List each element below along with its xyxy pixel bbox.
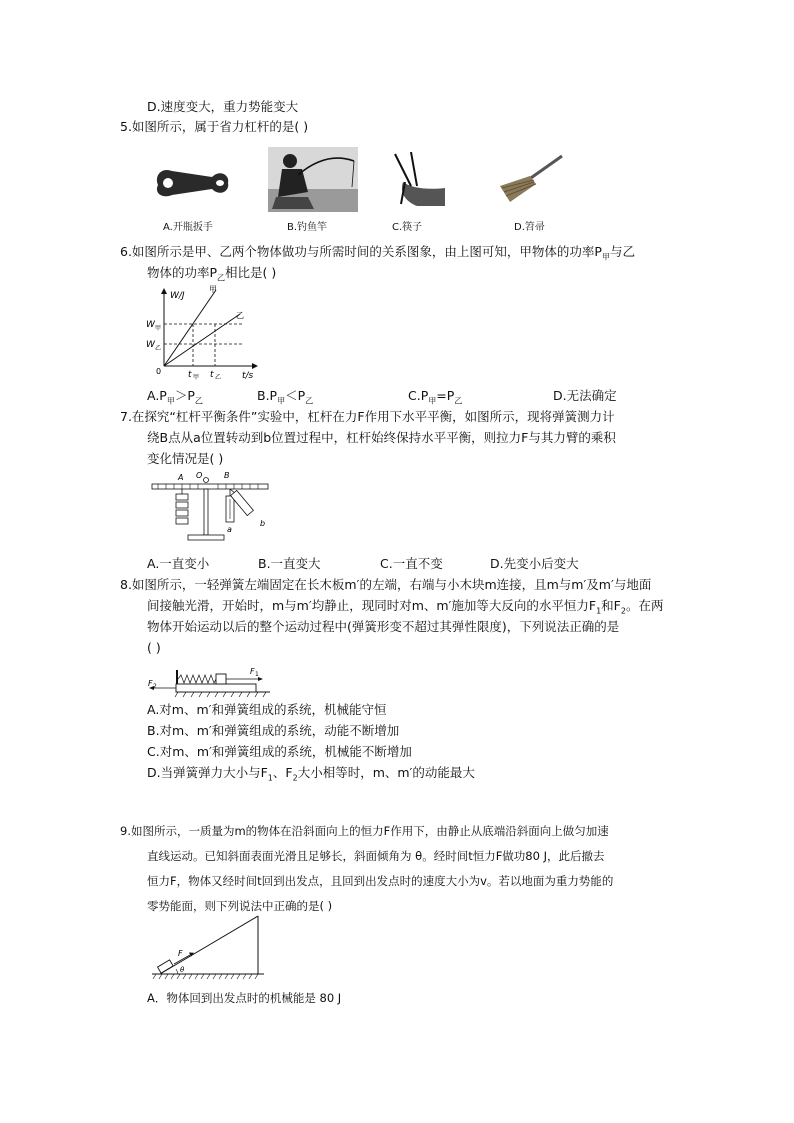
- line-jia: [164, 290, 216, 366]
- svg-text:乙: 乙: [155, 345, 162, 352]
- svg-text:F: F: [250, 667, 255, 676]
- q4-option-d: D.速度变大，重力势能变大: [147, 99, 299, 114]
- svg-text:0: 0: [156, 367, 162, 376]
- q7-line2: 绕B点从a位置转动到b位置过程中，杠杆始终保持水平平衡，则拉力F与其力臂的乘积: [147, 430, 616, 445]
- q6-stem-line2: 物体的功率$P_乙$相比是( ): [147, 265, 277, 283]
- q5-caption-b: B.钓鱼竿: [287, 222, 328, 233]
- broom-image: [496, 152, 566, 207]
- q6-option-a: $A.P_甲>P_乙$: [147, 388, 203, 406]
- svg-text:a: a: [227, 525, 232, 534]
- svg-text:1: 1: [255, 671, 259, 678]
- q7-option-d: D.先变小后变大: [490, 556, 579, 571]
- q5-stem: 5.如图所示，属于省力杠杆的是( ): [120, 119, 309, 134]
- svg-text:t: t: [188, 370, 192, 380]
- q6-work-time-graph: [142, 284, 258, 380]
- svg-text:乙: 乙: [215, 374, 222, 380]
- q9-line2: 直线运动。已知斜面表面光滑且足够长，斜面倾角为 θ。经时间t恒力F做功80 J，此后撤去: [147, 849, 605, 863]
- q5-caption-c: C.筷子: [392, 222, 423, 233]
- q6-option-c: $C.P_甲=P_乙$: [408, 388, 463, 406]
- fishing-rod-image: [268, 147, 358, 212]
- svg-text:B: B: [224, 471, 230, 480]
- svg-text:W/J: W/J: [170, 291, 185, 301]
- line-yi: [164, 314, 240, 366]
- q7-option-b: B.一直变大: [258, 556, 321, 571]
- svg-text:t/s: t/s: [242, 371, 254, 380]
- q8-line1: 8.如图所示，一轻弹簧左端固定在长木板m′的左端，右端与小木块m连接，且m与m′及m′与地面: [120, 577, 652, 592]
- svg-text:A: A: [178, 473, 184, 482]
- q5-caption-d: D.笤帚: [514, 222, 545, 233]
- q7-lever-diagram: [148, 468, 272, 550]
- svg-text:F: F: [178, 949, 183, 958]
- q6-stem-line1: 6.如图所示是甲、乙两个物体做功与所需时间的关系图象，由上图可知，甲物体的功率$P_甲$与乙: [120, 244, 635, 262]
- q8-option-a: A.对m、m′和弹簧组成的系统，机械能守恒: [147, 702, 387, 717]
- q8-option-b: B.对m、m′和弹簧组成的系统，动能不断增加: [147, 723, 400, 738]
- q9-line4: 零势能面，则下列说法中正确的是( ): [147, 899, 333, 913]
- svg-text:O: O: [196, 471, 203, 480]
- q8-line4: ( ): [147, 640, 161, 655]
- q9-option-a: A．物体回到出发点时的机械能是 80 J: [147, 991, 342, 1005]
- svg-text:F: F: [148, 679, 153, 688]
- svg-text:2: 2: [153, 683, 157, 690]
- svg-text:甲: 甲: [209, 285, 217, 294]
- q6-option-b: $B.P_甲<P_乙$: [257, 388, 314, 406]
- q9-incline-diagram: [150, 912, 268, 980]
- q8-line3: 物体开始运动以后的整个运动过程中(弹簧形变不超过其弹性限度)，下列说法正确的是: [147, 619, 620, 634]
- svg-text:甲: 甲: [155, 325, 162, 332]
- svg-text:b: b: [260, 519, 266, 528]
- q8-option-c: C.对m、m′和弹簧组成的系统，机械能不断增加: [147, 744, 412, 759]
- q7-line1: 7.在探究“杠杆平衡条件”实验中，杠杆在力F作用下水平平衡，如图所示，现将弹簧测力计: [120, 409, 615, 424]
- q6-option-d: D.无法确定: [553, 388, 617, 403]
- q7-option-c: C.一直不变: [380, 556, 443, 571]
- svg-text:θ: θ: [180, 966, 185, 974]
- svg-text:乙: 乙: [236, 311, 244, 320]
- q8-spring-board-diagram: [146, 662, 272, 700]
- q8-option-d: D.当弹簧弹力大小与$F_1$、$F_2$大小相等时，m、m′的动能最大: [147, 765, 475, 783]
- q9-line3: 恒力F，物体又经时间t回到出发点，且回到出发点时的速度大小为v。若以地面为重力势能的: [147, 874, 614, 888]
- svg-text:W: W: [146, 340, 155, 350]
- svg-text:甲: 甲: [193, 374, 200, 380]
- svg-text:t: t: [210, 370, 214, 380]
- q9-line1: 9.如图所示，一质量为m的物体在沿斜面向上的恒力F作用下，由静止从底端沿斜面向上做匀加速: [120, 824, 609, 838]
- bottle-opener-image: [152, 155, 232, 205]
- q7-option-a: A.一直变小: [147, 556, 210, 571]
- q7-line3: 变化情况是( ): [147, 451, 224, 466]
- chopsticks-image: [381, 152, 447, 207]
- svg-text:W: W: [146, 320, 155, 330]
- q5-caption-a: A.开瓶扳手: [163, 222, 213, 233]
- q8-line2: 间接触光滑，开始时，m与m′均静止，现同时对m、m′施加等大反向的水平恒力$F_1$和$F_2$。在两: [147, 598, 664, 616]
